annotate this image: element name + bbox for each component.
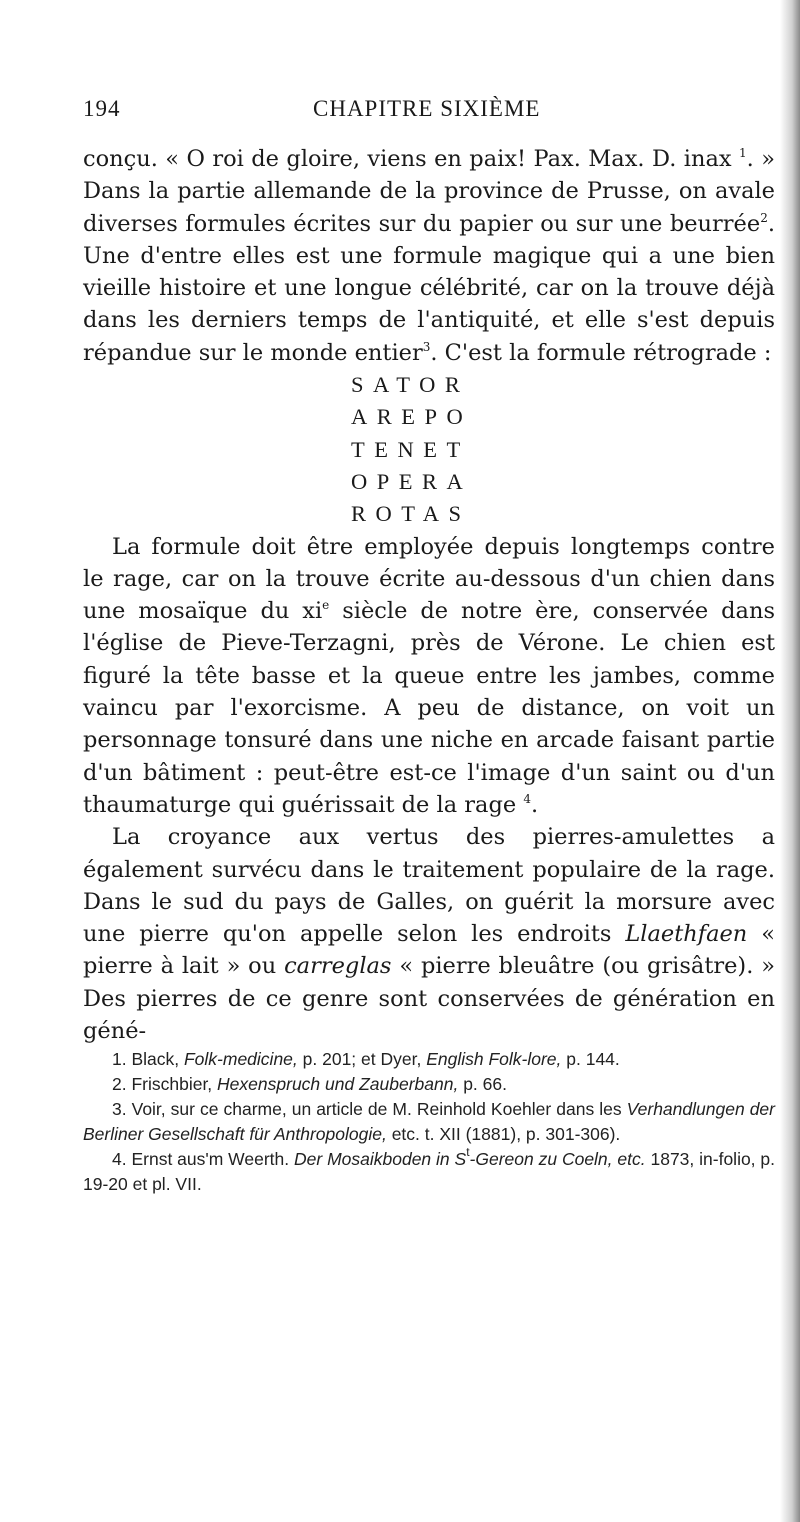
sator-line: AREPO (351, 404, 473, 430)
footnote-ref-2: 2 (760, 210, 768, 225)
footnote-4 (83, 1147, 775, 1197)
sator-square (351, 369, 531, 530)
footnote-text: 3. Voir, sur ce charme, un article de M. Reinhold Koehler dans les (112, 1099, 627, 1119)
term-carreglas: carreglas (284, 953, 392, 980)
footnote-text: p. 66. (458, 1074, 507, 1094)
footnote-ref-3: 3 (422, 339, 431, 354)
footnote-3 (83, 1097, 775, 1147)
sator-line: OPERA (351, 468, 473, 494)
footnote-ref-4: 4 (523, 791, 531, 806)
paragraph-3 (83, 821, 775, 1047)
sator-line: TENET (351, 436, 470, 462)
footnote-text: 4. Ernst aus'm Weerth. (112, 1149, 294, 1169)
footnote-title: Der Mosaikboden in S (294, 1149, 467, 1169)
running-head (83, 96, 773, 136)
paragraph-2 (83, 531, 775, 822)
footnote-text: 1. Black, (112, 1049, 184, 1069)
footnote-ref-1: 1 (739, 146, 747, 160)
footnote-2 (83, 1072, 775, 1097)
paragraph-1-text: . C'est la formule rétrograde : (430, 339, 772, 366)
footnote-title: Folk-medicine, (183, 1049, 298, 1069)
paragraph-2-text: . (530, 791, 539, 818)
paragraph-3-text: « pierre bleuâtre (ou grisâtre). » Des pierres de ce genre sont conservées de génération en géné- (83, 953, 775, 1045)
page-number: 194 (83, 96, 121, 121)
footnote-title: -Gereon zu Coeln, etc. (469, 1149, 646, 1169)
century-superscript: e (322, 598, 330, 613)
footnote-text: p. 144. (561, 1049, 620, 1069)
footnote-title: English Folk-lore, (426, 1049, 562, 1069)
paragraph-2-text: La formule doit être employée depuis longtemps contre le rage, car on la trouve écrite au-dessous d'un chien dans une mosaïque du xi (83, 533, 775, 625)
body-text (83, 143, 775, 1047)
paragraph-3-text: La croyance aux vertus des pierres-amulettes a également survécu dans le traitement populaire de la rage. Dans le sud du pays de Galles, on guérit la morsure avec une pierre qu'on appelle selon les endroits (83, 824, 775, 948)
footnotes (83, 1047, 775, 1197)
paragraph-3-text: « pierre à lait » ou (83, 921, 775, 980)
footnote-text: p. 201; et Dyer, (297, 1049, 427, 1069)
page-edge-shadow (780, 0, 800, 1522)
footnote-1 (83, 1047, 775, 1072)
chapter-title: CHAPITRE SIXIÈME (313, 96, 541, 121)
footnote-superscript: t (466, 1145, 470, 1159)
footnote-text: 2. Frischbier, (112, 1074, 218, 1094)
paragraph-1-text: . Une d'entre elles est une formule magique qui a une bien vieille histoire et une longue célébrité, car on la trouve déjà dans les derniers temps de l'antiquité, et elle s'est depuis répandue sur le monde entier (83, 210, 775, 366)
sator-line: SATOR (351, 372, 470, 398)
footnote-title: Verhandlungen der Berliner Gesellschaft für Anthropologie, (83, 1099, 775, 1144)
footnote-text: etc. t. XII (1881), p. 301-306). (386, 1124, 621, 1144)
paragraph-1 (83, 143, 775, 369)
sator-line: ROTAS (351, 501, 471, 527)
paragraph-1-text: . » Dans la partie allemande de la province de Prusse, on avale diverses formules écrites sur du papier ou sur une beurrée (83, 146, 775, 237)
footnote-title: Hexenspruch und Zauberbann, (217, 1074, 459, 1094)
paragraph-2-text: siècle de notre ère, conservée dans l'église de Pieve-Terzagni, près de Vérone. Le chien est figuré la tête basse et la queue entre les jambes, comme vaincu par l'exorcisme. A peu de distance, on voit un personnage tonsuré dans une niche en arcade faisant partie d'un bâtiment : peut-être est-ce l'image d'un saint ou d'un thaumaturge qui guérissait de la rage (83, 598, 775, 818)
term-llaethfaen: Llaethfaen (625, 921, 748, 948)
paragraph-1-text: conçu. « O roi de gloire, viens en paix! Pax. Max. D. inax (83, 146, 740, 172)
footnote-text: 1873, in-folio, p. 19-20 et pl. VII. (83, 1149, 776, 1194)
